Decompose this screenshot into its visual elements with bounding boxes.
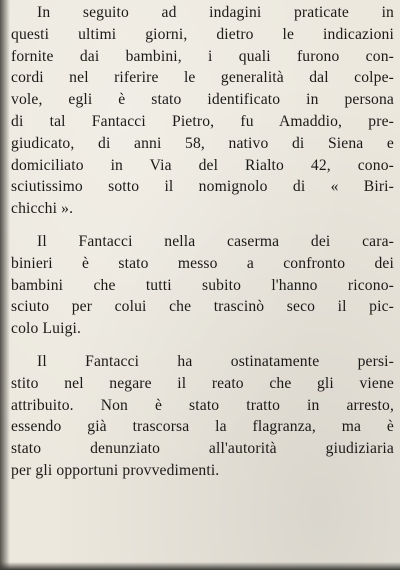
paragraph-gap: [11, 340, 394, 351]
text-line: binieri è stato messo a confronto dei: [11, 254, 394, 272]
text-line: fornite dai bambini, i quali furono con-: [11, 47, 394, 65]
text-line: essendo già trascorsa la flagranza, ma è: [11, 418, 394, 436]
text-line: domiciliato in Via del Rialto 42, cono-: [11, 156, 394, 174]
text-line: chicchi ».: [11, 200, 74, 218]
text-line: Il Fantacci ha ostinatamente persi-: [37, 352, 394, 370]
text-line: colo Luigi.: [11, 320, 82, 338]
text-line: per gli opportuni provvedimenti.: [11, 461, 220, 479]
text-line: questi ultimi giorni, dietro le indicazioni: [11, 25, 394, 43]
article-text: [11, 2, 394, 482]
text-line: vole, egli è stato identificato in persona: [11, 91, 394, 109]
paragraph-3: [11, 351, 394, 482]
paragraph-1: [11, 2, 394, 220]
text-line: cordi nel riferire le generalità dal colpe-: [11, 69, 394, 87]
text-line: bambini che tutti subito l'hanno ricono-: [11, 276, 394, 294]
text-line: stato denunziato all'autorità giudiziaria: [11, 440, 394, 458]
text-line: In seguito ad indagini praticate in: [37, 4, 394, 21]
text-line: stito nel negare il reato che gli viene: [11, 374, 394, 392]
text-line: Il Fantacci nella caserma dei cara-: [37, 232, 394, 250]
text-line: sciutissimo sotto il nomignolo di « Biri-: [11, 178, 394, 196]
text-line: sciuto per colui che trascinò seco il pic-: [11, 298, 394, 316]
paragraph-gap: [11, 220, 394, 231]
text-line: attribuito. Non è stato tratto in arresto,: [11, 396, 394, 414]
paragraph-2: [11, 231, 394, 340]
scan-shadow-left: [0, 0, 10, 570]
text-line: di tal Fantacci Pietro, fu Amaddio, pre-: [11, 112, 394, 130]
text-line: giudicato, di anni 58, nativo di Siena e: [11, 134, 394, 152]
scan-shadow-bottom: [0, 562, 400, 570]
